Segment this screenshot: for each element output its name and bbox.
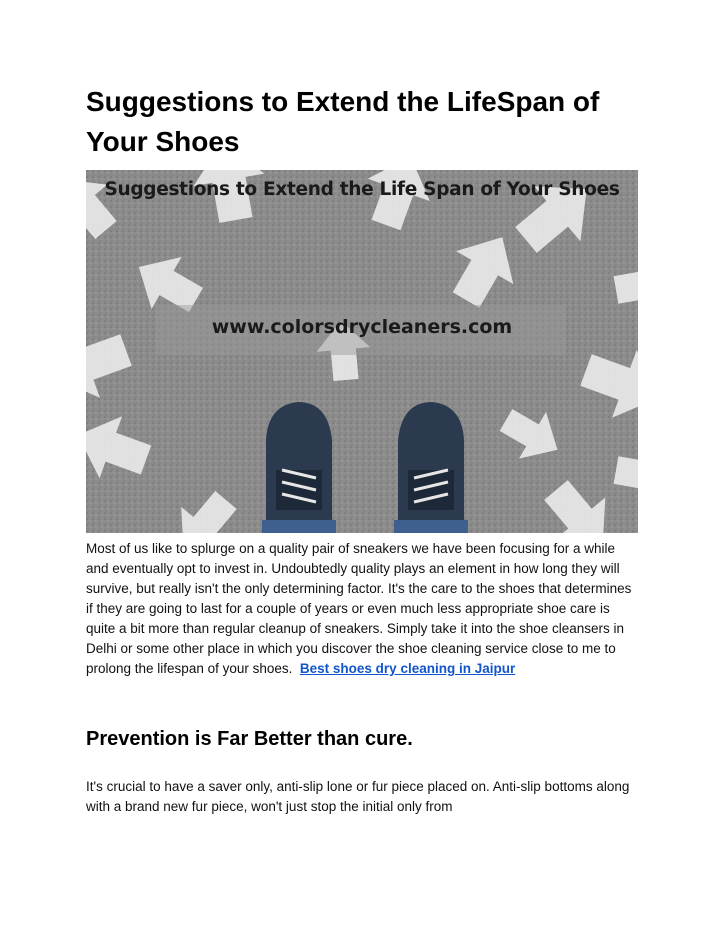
page-title: Suggestions to Extend the LifeSpan of Your Shoes	[86, 86, 600, 157]
dry-cleaning-link[interactable]: Best shoes dry cleaning in Jaipur	[299, 661, 516, 676]
intro-paragraph	[86, 539, 638, 679]
section-heading: Prevention is Far Better than cure.	[86, 728, 413, 750]
section-paragraph: It's crucial to have a saver only, anti-slip lone or fur piece placed on. Anti-slip bottoms along with a brand new fur piece, won't just stop the initial only from	[86, 779, 630, 814]
left-shoe	[262, 402, 336, 533]
hero-overlay-title: Suggestions to Extend the Life Span of Your Shoes	[104, 179, 620, 200]
hero-overlay-url: www.colorsdrycleaners.com	[211, 316, 513, 338]
intro-text: Most of us like to splurge on a quality pair of sneakers we have been focusing for a while and eventually opt to invest in. Undoubtedly quality plays an element in how long they will survive, but really isn't the only determining factor. It's the care to the shoes that determines if they are going to last for a couple of years or even much less appropriate shoe care is quite a bit more than regular cleanup of sneakers. Simply take it into the shoe cleansers in Delhi or some other place in which you discover the shoe cleaning service close to me to prolong the lifespan of your shoes.	[86, 541, 632, 676]
asphalt-arrows-illustration	[86, 170, 638, 533]
right-shoe	[394, 402, 468, 533]
hero-image	[86, 170, 638, 533]
